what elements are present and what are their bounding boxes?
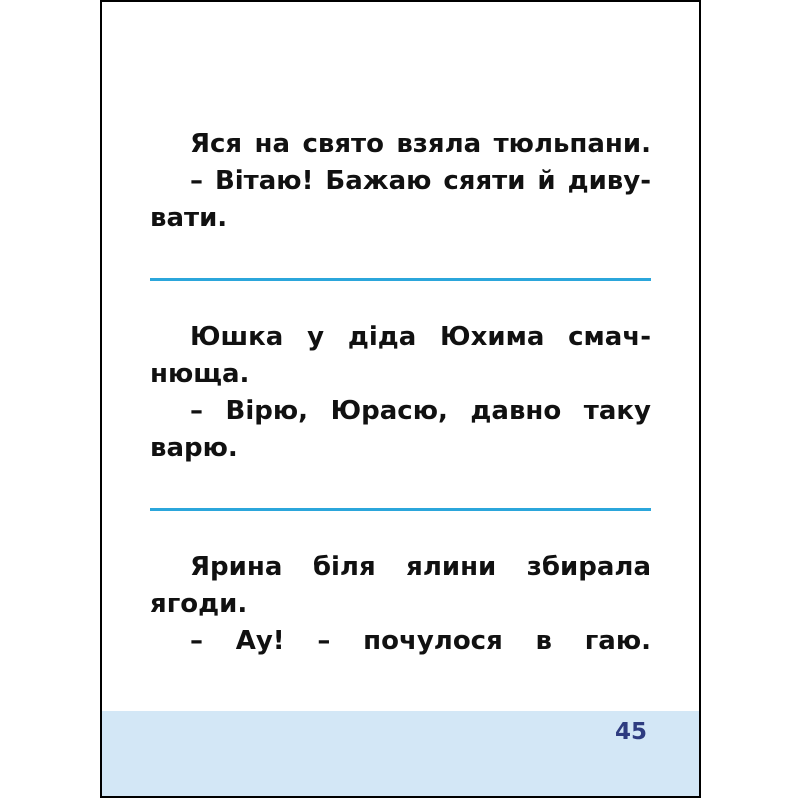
text-line: вати. [150,203,228,233]
page-number: 45 [614,719,647,745]
paragraph-3 [150,549,651,660]
reading-text [150,126,651,660]
text-line: – Вітаю! Бажаю сяяти й диву- [190,166,651,196]
paragraph-1 [150,126,651,237]
section-divider-line [150,508,651,511]
book-page [100,0,701,798]
text-line: Яся на свято взяла тюльпани. [190,129,651,159]
text-line: – Ау! – почулося в гаю. [190,626,651,656]
text-line: ягоди. [150,589,248,619]
text-line: – Вірю, Юрасю, давно таку [190,396,651,426]
footer-band [102,711,699,796]
paragraph-2 [150,319,651,467]
section-divider-line [150,278,651,281]
text-line: варю. [150,433,238,463]
text-line: Юшка у діда Юхима смач- [190,322,651,352]
text-line: нюща. [150,359,250,389]
text-line: Ярина біля ялини збирала [190,552,651,582]
